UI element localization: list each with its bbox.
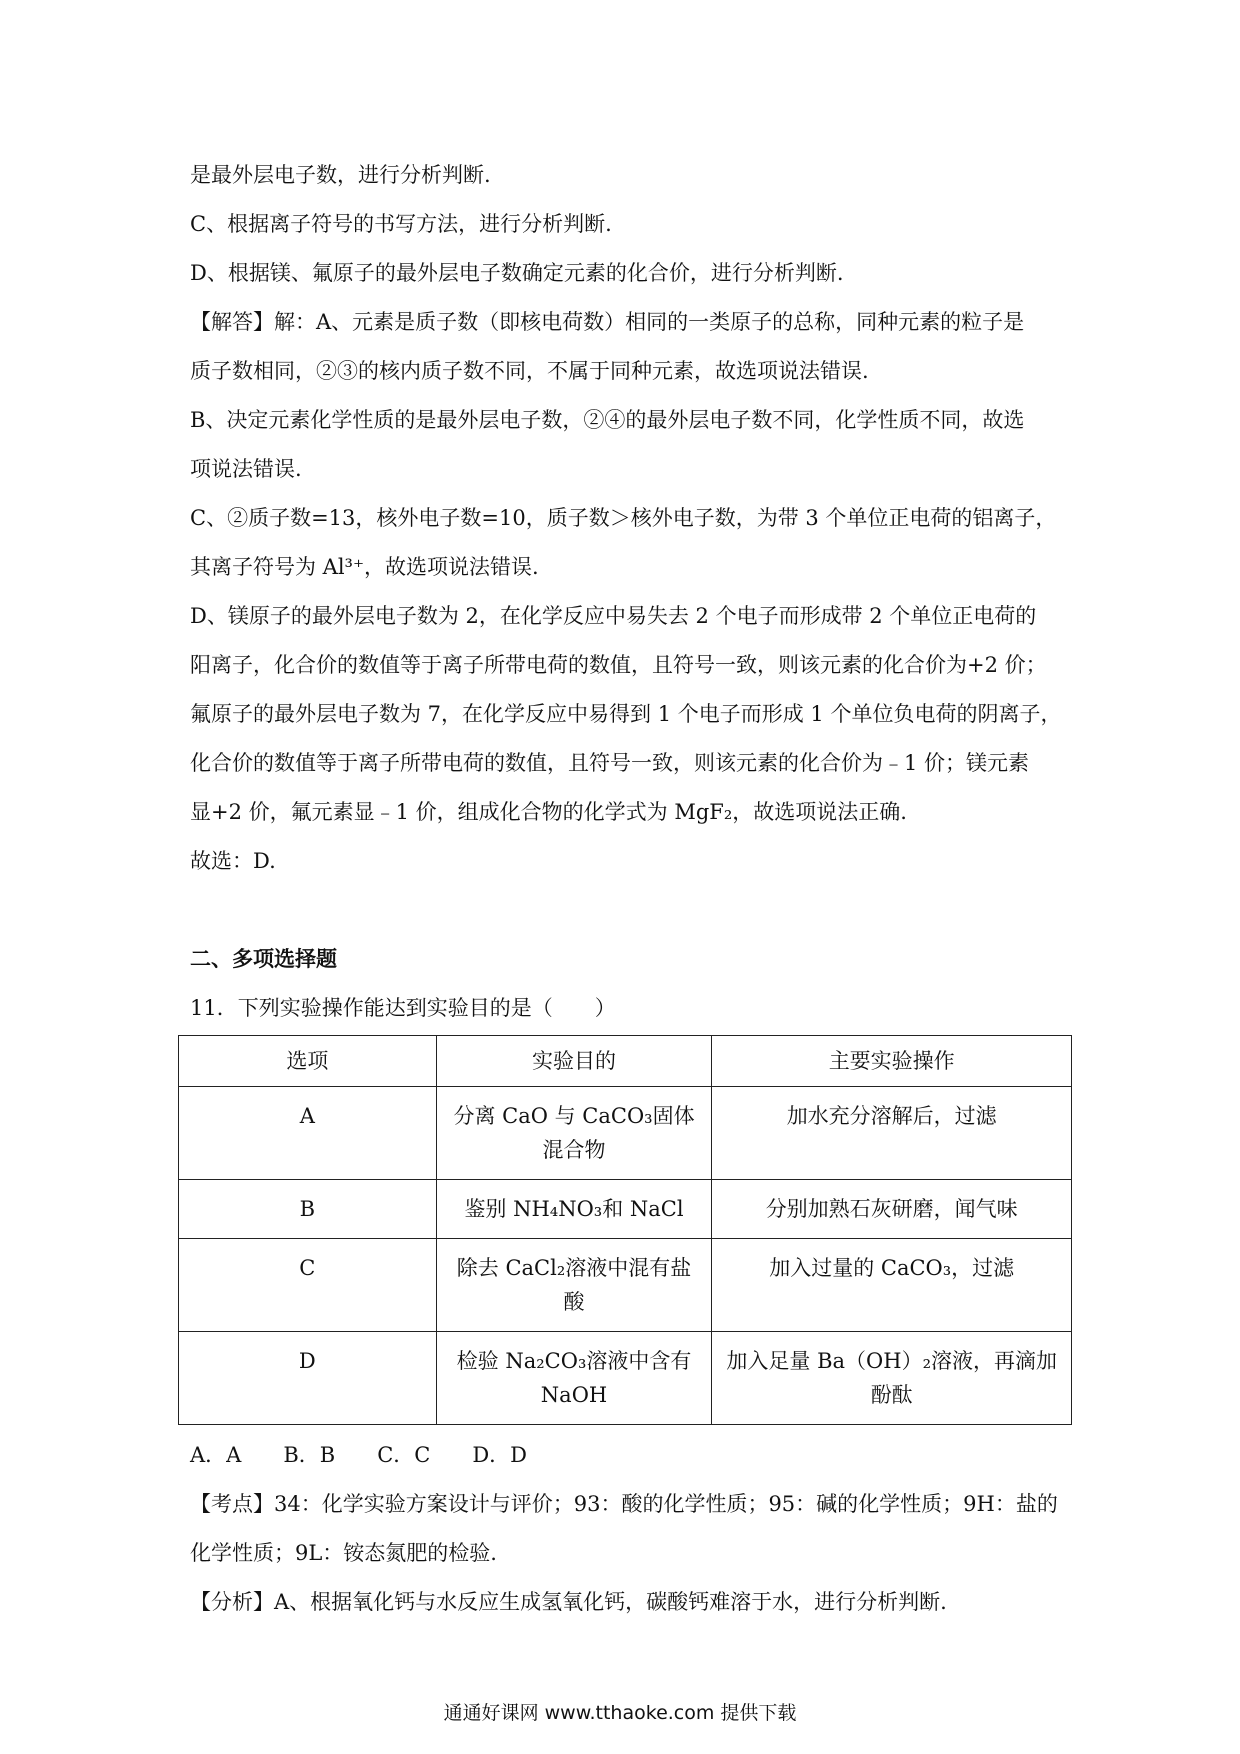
text-line: 氟原子的最外层电子数为 7，在化学反应中易得到 1 个电子而形成 1 个单位负电荷的阴离子， [190,702,1062,726]
answer-options: A．A B．B C．C D．D [190,1443,528,1467]
question-stem: 11．下列实验操作能达到实验目的是（ ） [190,996,616,1020]
table-cell: 鉴别 NH₄NO₃和 NaCl [436,1180,712,1239]
footer-text: 通通好课网 www.tthaoke.com 提供下载 [443,1702,797,1724]
text-line: B、决定元素化学性质的是最外层电子数，②④的最外层电子数不同，化学性质不同，故选 [190,408,1025,432]
table-cell: 加入足量 Ba（OH）₂溶液，再滴加酚酞 [712,1332,1072,1425]
table-header-cell: 主要实验操作 [712,1036,1072,1087]
text-line: 故选：D. [190,849,276,873]
kaodian-line-2: 化学性质；9L：铵态氮肥的检验. [190,1541,497,1565]
text-line: 显+2 价，氟元素显﹣1 价，组成化合物的化学式为 MgF₂，故选项说法正确. [190,800,907,824]
text-line: 是最外层电子数，进行分析判断. [190,163,491,187]
table-row [179,1180,1072,1239]
table-cell: 加入过量的 CaCO₃，过滤 [712,1239,1072,1332]
table-row [179,1087,1072,1180]
table-cell: C [179,1239,437,1332]
text-line: 质子数相同，②③的核内质子数不同，不属于同种元素，故选项说法错误. [190,359,869,383]
table-header-cell: 选项 [179,1036,437,1087]
text-line: D、根据镁、氟原子的最外层电子数确定元素的化合价，进行分析判断. [190,261,844,285]
text-line: 【解答】解：A、元素是质子数（即核电荷数）相同的一类原子的总称，同种元素的粒子是 [190,310,1025,334]
table-cell: 分离 CaO 与 CaCO₃固体混合物 [436,1087,712,1180]
text-line: 其离子符号为 Al³⁺，故选项说法错误. [190,555,539,579]
table-cell: 加水充分溶解后，过滤 [712,1087,1072,1180]
table-cell: 除去 CaCl₂溶液中混有盐酸 [436,1239,712,1332]
kaodian-line-1: 【考点】34：化学实验方案设计与评价；93：酸的化学性质；95：碱的化学性质；9H：盐的 [190,1492,1058,1516]
text-line: D、镁原子的最外层电子数为 2，在化学反应中易失去 2 个电子而形成带 2 个单位正电荷的 [190,604,1037,628]
table-cell: 分别加熟石灰研磨，闻气味 [712,1180,1072,1239]
table-cell: A [179,1087,437,1180]
text-line: 阳离子，化合价的数值等于离子所带电荷的数值，且符号一致，则该元素的化合价为+2 价； [190,653,1047,677]
text-line: 化合价的数值等于离子所带电荷的数值，且符号一致，则该元素的化合价为﹣1 价；镁元素 [190,751,1030,775]
table-row [179,1239,1072,1332]
table-row [179,1332,1072,1425]
table-cell: B [179,1180,437,1239]
table-header-row [179,1036,1072,1087]
section-heading: 二、多项选择题 [190,947,337,971]
table-cell: D [179,1332,437,1425]
table-cell: 检验 Na₂CO₃溶液中含有 NaOH [436,1332,712,1425]
text-line: C、根据离子符号的书写方法，进行分析判断. [190,212,612,236]
fenxi-line: 【分析】A、根据氧化钙与水反应生成氢氧化钙，碳酸钙难溶于水，进行分析判断. [190,1590,947,1614]
experiment-table [178,1035,1072,1425]
text-line: C、②质子数=13，核外电子数=10，质子数＞核外电子数，为带 3 个单位正电荷的铝离子， [190,506,1057,530]
text-line: 项说法错误. [190,457,302,481]
table-header-cell: 实验目的 [436,1036,712,1087]
